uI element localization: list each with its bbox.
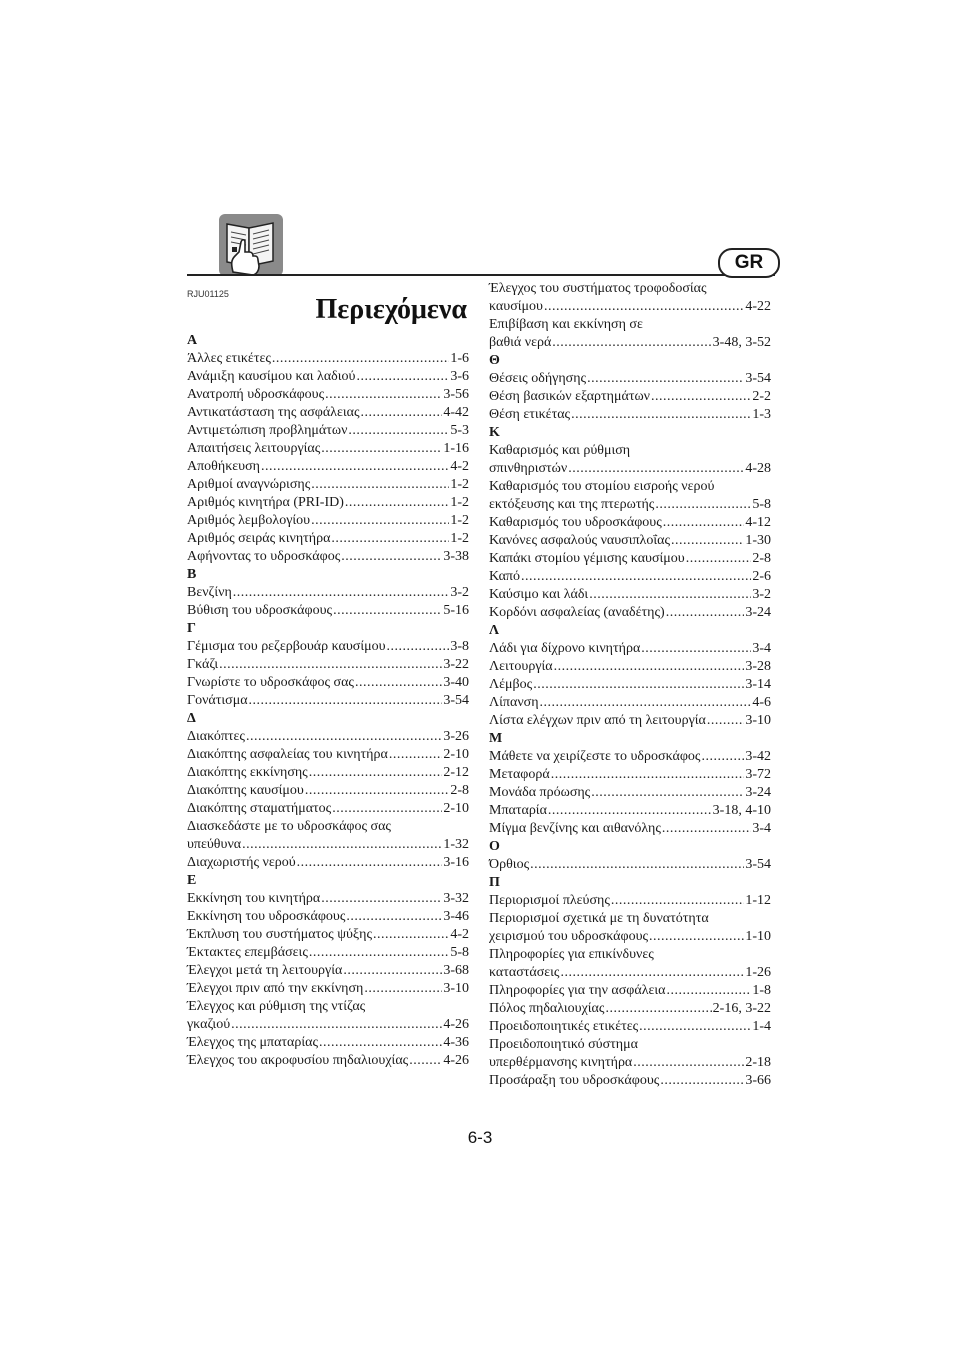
- index-entry-text: Περιορισμοί σχετικά με τη δυνατότητα: [489, 911, 709, 926]
- index-entry: [489, 820, 771, 838]
- index-entry-page: 3-10: [745, 713, 771, 728]
- dot-leader: [605, 1000, 711, 1018]
- index-entry-page: 4-6: [752, 695, 771, 710]
- index-entry-text: Θέσεις οδήγησης: [489, 371, 587, 386]
- index-entry: [489, 658, 771, 676]
- index-entry-text: Μπαταρία: [489, 803, 547, 818]
- index-entry-text: Διακόπτης εκκίνησης: [187, 765, 308, 780]
- index-entry-text: Θέση βασικών εξαρτημάτων: [489, 389, 650, 404]
- index-entry-page: 4-28: [745, 461, 771, 476]
- index-entry: [489, 586, 771, 604]
- index-entry: [187, 746, 469, 764]
- index-entry: [187, 548, 469, 566]
- dot-leader: [655, 496, 751, 514]
- index-entry-text: Έλεγχος και ρύθμιση της ντίζας: [187, 999, 366, 1014]
- index-entry-page: 3-68: [443, 963, 469, 978]
- dot-leader: [521, 568, 751, 586]
- dot-leader: [389, 746, 443, 764]
- index-entry-text: Διακόπτης καυσίμου: [187, 783, 304, 798]
- index-entry: [489, 748, 771, 766]
- index-letter: Α: [187, 333, 198, 348]
- index-letter: Λ: [489, 623, 500, 638]
- index-entry-text: καυσίμου: [489, 299, 543, 314]
- index-entry: [489, 550, 771, 568]
- index-entry-page: 3-72: [745, 767, 771, 782]
- dot-leader: [591, 784, 744, 802]
- index-entry: [187, 458, 469, 476]
- dot-leader: [364, 980, 442, 998]
- index-entry-page: 2-8: [752, 551, 771, 566]
- index-entry-text: Καύσιμο και λάδι: [489, 587, 589, 602]
- index-entry-text: Προειδοποιητικές ετικέτες: [489, 1019, 639, 1034]
- index-entry-page: 1-30: [745, 533, 771, 548]
- dot-leader: [356, 368, 449, 386]
- dot-leader: [587, 370, 744, 388]
- index-entry-page: 3-14: [745, 677, 771, 692]
- manual-reading-hand-icon: [219, 214, 283, 276]
- index-entry-text: Μονάδα πρόωσης: [489, 785, 591, 800]
- index-letter: Ο: [489, 839, 500, 854]
- dot-leader: [355, 674, 442, 692]
- dot-leader: [373, 926, 449, 944]
- dot-leader: [321, 890, 442, 908]
- index-entry-page: 3-66: [745, 1073, 771, 1088]
- index-entry: [489, 604, 771, 622]
- index-entry-text: βαθιά νερά: [489, 335, 552, 350]
- index-entry: [187, 404, 469, 422]
- index-entry-text: Απαιτήσεις λειτουργίας: [187, 441, 321, 456]
- index-entry-page: 3-32: [443, 891, 469, 906]
- index-entry-page: 5-3: [450, 423, 469, 438]
- index-entry: [187, 782, 469, 800]
- dot-leader: [305, 782, 449, 800]
- index-entry: [489, 298, 771, 316]
- index-entry: [187, 440, 469, 458]
- index-letter: Π: [489, 875, 500, 890]
- index-column-left: [187, 332, 469, 1070]
- index-column-right: [489, 280, 771, 1090]
- dot-leader: [348, 422, 449, 440]
- index-entry-text: υπερθέρμανσης κινητήρα: [489, 1055, 633, 1070]
- dot-leader: [701, 748, 744, 766]
- index-entry-page: 3-42: [745, 749, 771, 764]
- dot-leader: [686, 550, 752, 568]
- index-entry: [489, 460, 771, 478]
- index-entry-text: Πληροφορίες για επικίνδυνες: [489, 947, 654, 962]
- index-entry-text: Εκκίνηση του υδροσκάφους: [187, 909, 346, 924]
- index-entry-page: 3-46: [443, 909, 469, 924]
- index-entry-page: 1-3: [752, 407, 771, 422]
- index-entry-page: 1-26: [745, 965, 771, 980]
- index-entry-text: Βύθιση του υδροσκάφους: [187, 603, 333, 618]
- index-entry-text: Αριθμός λεμβολογίου: [187, 513, 311, 528]
- index-entry: [489, 496, 771, 514]
- index-entry-page: 1-2: [450, 495, 469, 510]
- dot-leader: [651, 388, 751, 406]
- index-entry-text: Θέση ετικέτας: [489, 407, 571, 422]
- dot-leader: [297, 854, 443, 872]
- index-entry-page: 2-18: [745, 1055, 771, 1070]
- index-entry: [489, 766, 771, 784]
- index-letter: Β: [187, 567, 197, 582]
- dot-leader: [361, 404, 443, 422]
- index-entry-text: Καπάκι στομίου γέμισης καυσίμου: [489, 551, 685, 566]
- index-entry-page: 2-6: [752, 569, 771, 584]
- index-entry-text: Αντιμετώπιση προβλημάτων: [187, 423, 348, 438]
- index-entry: [187, 1016, 469, 1034]
- index-entry-page: 3-40: [443, 675, 469, 690]
- index-entry-text: χειρισμού του υδροσκάφους: [489, 929, 649, 944]
- dot-leader: [333, 602, 442, 620]
- index-entry-text: Έκπλυση του συστήματος ψύξης: [187, 927, 373, 942]
- index-entry-text: Αντικατάσταση της ασφάλειας: [187, 405, 360, 420]
- dot-leader: [311, 512, 449, 530]
- index-entry-text: Έλεγχος του συστήματος τροφοδοσίας: [489, 281, 707, 296]
- index-entry-text: Λέμβος: [489, 677, 533, 692]
- dot-leader: [560, 964, 744, 982]
- index-entry-page: 2-10: [443, 801, 469, 816]
- index-entry-page: 1-2: [450, 477, 469, 492]
- index-entry-page: 3-24: [745, 785, 771, 800]
- index-entry-page: 1-2: [450, 531, 469, 546]
- dot-leader: [552, 334, 711, 352]
- index-entry: [187, 836, 469, 854]
- index-entry-page: 2-10: [443, 747, 469, 762]
- index-entry: [489, 514, 771, 532]
- index-entry: [187, 728, 469, 746]
- document-code: RJU01125: [187, 289, 229, 299]
- dot-leader: [548, 802, 712, 820]
- dot-leader: [662, 820, 751, 838]
- dot-leader: [321, 440, 442, 458]
- dot-leader: [242, 836, 442, 854]
- dot-leader: [641, 640, 751, 658]
- index-entry-text: Αποθήκευση: [187, 459, 260, 474]
- index-entry: [489, 802, 771, 820]
- index-entry-page: 2-8: [450, 783, 469, 798]
- dot-leader: [246, 728, 442, 746]
- index-entry-text: Καθαρισμός του στομίου εισροής νερού: [489, 479, 715, 494]
- index-entry-text: Ανατροπή υδροσκάφους: [187, 387, 325, 402]
- dot-leader: [554, 658, 745, 676]
- index-entry-text: Περιορισμοί πλεύσης: [489, 893, 610, 908]
- index-letter: Μ: [489, 731, 503, 746]
- index-entry-text: Μεταφορά: [489, 767, 550, 782]
- dot-leader: [325, 386, 442, 404]
- index-entry: [187, 602, 469, 620]
- index-entry-text: Αφήνοντας το υδροσκάφος: [187, 549, 341, 564]
- dot-leader: [387, 638, 450, 656]
- index-entry-page: 1-2: [450, 513, 469, 528]
- dot-leader: [332, 800, 442, 818]
- index-entry-page: 3-48, 3-52: [712, 335, 771, 350]
- page-number: 6-3: [467, 1128, 493, 1147]
- dot-leader: [571, 406, 751, 424]
- index-entry-page: 3-38: [443, 549, 469, 564]
- dot-leader: [346, 908, 442, 926]
- index-entry-page: 4-2: [450, 459, 469, 474]
- dot-leader: [219, 656, 442, 674]
- index-entry: [187, 638, 469, 656]
- language-badge: GR: [718, 248, 780, 278]
- index-entry: [489, 568, 771, 586]
- index-entry-page: 5-8: [450, 945, 469, 960]
- dot-leader: [311, 476, 449, 494]
- index-entry: [187, 674, 469, 692]
- index-entry-text: Εκκίνηση του κινητήρα: [187, 891, 321, 906]
- index-entry-page: 3-8: [450, 639, 469, 654]
- index-entry-text: εκτόξευσης και της πτερωτής: [489, 497, 655, 512]
- index-entry-page: 3-24: [745, 605, 771, 620]
- dot-leader: [611, 892, 744, 910]
- index-entry: [489, 1018, 771, 1036]
- index-entry-text: Προσάραξη του υδροσκάφους: [489, 1073, 660, 1088]
- index-entry: [187, 386, 469, 404]
- index-entry-text: γκαζιού: [187, 1017, 231, 1032]
- index-entry: [489, 784, 771, 802]
- index-entry-page: 5-8: [752, 497, 771, 512]
- dot-leader: [309, 944, 449, 962]
- dot-leader: [331, 530, 449, 548]
- index-entry: [489, 856, 771, 874]
- dot-leader: [341, 548, 442, 566]
- index-entry: [187, 962, 469, 980]
- index-entry-text: Γκάζι: [187, 657, 219, 672]
- dot-leader: [660, 1072, 744, 1090]
- index-entry-text: Πόλος πηδαλιουχίας: [489, 1001, 605, 1016]
- index-entry-page: 3-4: [752, 821, 771, 836]
- header-rule: [187, 274, 775, 276]
- index-entry-text: Αριθμός σειράς κινητήρα: [187, 531, 331, 546]
- index-entry-text: Πληροφορίες για την ασφάλεια: [489, 983, 666, 998]
- dot-leader: [343, 962, 442, 980]
- index-entry-text: Καθαρισμός του υδροσκάφους: [489, 515, 662, 530]
- dot-leader: [568, 460, 744, 478]
- index-entry: [489, 388, 771, 406]
- index-entry: [489, 640, 771, 658]
- index-entry: [489, 1000, 771, 1018]
- index-entry: [187, 512, 469, 530]
- index-entry-text: Βενζίνη: [187, 585, 232, 600]
- index-entry: [489, 532, 771, 550]
- dot-leader: [319, 1034, 442, 1052]
- index-entry-text: Προειδοποιητικό σύστημα: [489, 1037, 638, 1052]
- index-entry-text: Άλλες ετικέτες: [187, 351, 271, 366]
- dot-leader: [663, 514, 745, 532]
- dot-leader: [639, 1018, 751, 1036]
- index-entry: [489, 370, 771, 388]
- index-entry-text: Έλεγχος του ακροφυσίου πηδαλιουχίας: [187, 1053, 409, 1068]
- index-entry: [489, 964, 771, 982]
- index-entry: [187, 854, 469, 872]
- dot-leader: [261, 458, 449, 476]
- index-entry-text: υπεύθυνα: [187, 837, 242, 852]
- index-entry-text: Γέμισμα του ρεζερβουάρ καυσίμου: [187, 639, 386, 654]
- index-entry-text: Ανάμιξη καυσίμου και λαδιού: [187, 369, 356, 384]
- index-entry: [489, 1054, 771, 1072]
- index-entry-page: 3-16: [443, 855, 469, 870]
- index-entry-text: Επιβίβαση και εκκίνηση σε: [489, 317, 643, 332]
- dot-leader: [530, 856, 744, 874]
- index-entry-text: Γνωρίστε το υδροσκάφος σας: [187, 675, 354, 690]
- index-entry-text: Κανόνες ασφαλούς ναυσιπλοΐας: [489, 533, 670, 548]
- index-entry: [489, 712, 771, 730]
- dot-leader: [233, 584, 450, 602]
- index-entry: [187, 368, 469, 386]
- index-entry: [489, 1072, 771, 1090]
- index-entry-text: Διαχωριστής νερού: [187, 855, 296, 870]
- index-entry-page: 3-26: [443, 729, 469, 744]
- index-entry-text: Έκτακτες επεμβάσεις: [187, 945, 308, 960]
- index-entry-text: Αριθμός κινητήρα (PRI-ID): [187, 495, 344, 510]
- index-entry-text: Έλεγχοι μετά τη λειτουργία: [187, 963, 343, 978]
- dot-leader: [551, 766, 745, 784]
- dot-leader: [309, 764, 443, 782]
- page-title: Περιεχόμενα: [315, 294, 467, 325]
- index-entry-page: 4-12: [745, 515, 771, 530]
- dot-leader: [666, 604, 745, 622]
- index-entry-text: Λειτουργία: [489, 659, 553, 674]
- dot-leader: [533, 676, 744, 694]
- index-entry-text: Λίστα ελέγχων πριν από τη λειτουργία: [489, 713, 706, 728]
- index-entry: [187, 422, 469, 440]
- index-entry-text: Καπό: [489, 569, 520, 584]
- index-entry-page: 3-54: [745, 371, 771, 386]
- dot-leader: [649, 928, 744, 946]
- index-entry-page: 4-22: [745, 299, 771, 314]
- index-entry-text: Διακόπτης σταματήματος: [187, 801, 332, 816]
- index-entry-page: 2-16, 3-22: [712, 1001, 771, 1016]
- index-entry: [187, 890, 469, 908]
- index-entry-text: Λάδι για δίχρονο κινητήρα: [489, 641, 641, 656]
- index-entry-page: 4-2: [450, 927, 469, 942]
- index-entry-page: 3-2: [752, 587, 771, 602]
- index-entry: [187, 800, 469, 818]
- dot-leader: [249, 692, 443, 710]
- index-entry-text: Μίγμα βενζίνης και αιθανόλης: [489, 821, 661, 836]
- index-entry-text: Αριθμοί αναγνώρισης: [187, 477, 311, 492]
- index-entry-page: 4-36: [443, 1035, 469, 1050]
- index-entry-page: 2-2: [752, 389, 771, 404]
- index-entry: [187, 980, 469, 998]
- index-entry: [489, 892, 771, 910]
- index-entry-text: Μάθετε να χειρίζεστε το υδροσκάφος: [489, 749, 701, 764]
- index-entry-page: 2-12: [443, 765, 469, 780]
- index-entry-page: 4-42: [443, 405, 469, 420]
- index-entry-page: 4-26: [443, 1053, 469, 1068]
- index-entry: [489, 676, 771, 694]
- index-entry-page: 1-12: [745, 893, 771, 908]
- index-entry: [187, 476, 469, 494]
- index-entry-page: 3-2: [450, 585, 469, 600]
- index-entry: [489, 694, 771, 712]
- index-entry: [187, 764, 469, 782]
- index-entry-text: Κορδόνι ασφαλείας (αναδέτης): [489, 605, 665, 620]
- index-entry: [187, 656, 469, 674]
- dot-leader: [544, 298, 744, 316]
- index-entry: [187, 908, 469, 926]
- index-entry-text: Γονάτισμα: [187, 693, 248, 708]
- index-entry-text: Διασκεδάστε με το υδροσκάφος σας: [187, 819, 391, 834]
- dot-leader: [272, 350, 449, 368]
- index-entry-page: 3-18, 4-10: [712, 803, 771, 818]
- index-entry-page: 5-16: [443, 603, 469, 618]
- index-entry-page: 4-26: [443, 1017, 469, 1032]
- index-letter: Γ: [187, 621, 196, 636]
- index-entry: [187, 1052, 469, 1070]
- dot-leader: [666, 982, 751, 1000]
- index-entry-page: 3-54: [443, 693, 469, 708]
- index-entry-text: Έλεγχοι πριν από την εκκίνηση: [187, 981, 364, 996]
- index-entry: [489, 928, 771, 946]
- index-entry: [489, 334, 771, 352]
- index-entry: [187, 1034, 469, 1052]
- dot-leader: [671, 532, 744, 550]
- index-entry-text: καταστάσεις: [489, 965, 560, 980]
- index-letter: Ε: [187, 873, 197, 888]
- index-entry-text: Διακόπτης ασφαλείας του κινητήρα: [187, 747, 388, 762]
- index-letter: Θ: [489, 353, 500, 368]
- index-entry-page: 3-56: [443, 387, 469, 402]
- index-entry-text: Διακόπτες: [187, 729, 245, 744]
- index-entry-text: Όρθιος: [489, 857, 530, 872]
- dot-leader: [589, 586, 751, 604]
- index-entry-page: 3-22: [443, 657, 469, 672]
- index-entry: [187, 350, 469, 368]
- index-entry: [187, 926, 469, 944]
- index-entry: [187, 494, 469, 512]
- dot-leader: [633, 1054, 744, 1072]
- index-entry: [187, 944, 469, 962]
- index-entry-page: 3-6: [450, 369, 469, 384]
- index-entry: [187, 692, 469, 710]
- index-entry-page: 1-32: [443, 837, 469, 852]
- index-entry-page: 3-54: [745, 857, 771, 872]
- index-letter: Δ: [187, 711, 196, 726]
- dot-leader: [540, 694, 752, 712]
- index-entry-text: Λίπανση: [489, 695, 539, 710]
- index-entry: [187, 530, 469, 548]
- index-entry: [489, 406, 771, 424]
- dot-leader: [231, 1016, 442, 1034]
- index-entry-page: 1-8: [752, 983, 771, 998]
- dot-leader: [409, 1052, 442, 1070]
- index-entry-text: σπινθηριστών: [489, 461, 568, 476]
- index-entry-page: 3-10: [443, 981, 469, 996]
- index-entry-text: Καθαρισμός και ρύθμιση: [489, 443, 631, 458]
- index-entry-page: 1-4: [752, 1019, 771, 1034]
- index-entry-page: 3-28: [745, 659, 771, 674]
- index-entry: [187, 584, 469, 602]
- dot-leader: [707, 712, 744, 730]
- index-entry-page: 1-6: [450, 351, 469, 366]
- index-entry-page: 3-4: [752, 641, 771, 656]
- index-entry-page: 1-16: [443, 441, 469, 456]
- index-entry: [489, 982, 771, 1000]
- index-letter: Κ: [489, 425, 500, 440]
- dot-leader: [345, 494, 449, 512]
- index-entry-page: 1-10: [745, 929, 771, 944]
- index-entry-text: Έλεγχος της μπαταρίας: [187, 1035, 319, 1050]
